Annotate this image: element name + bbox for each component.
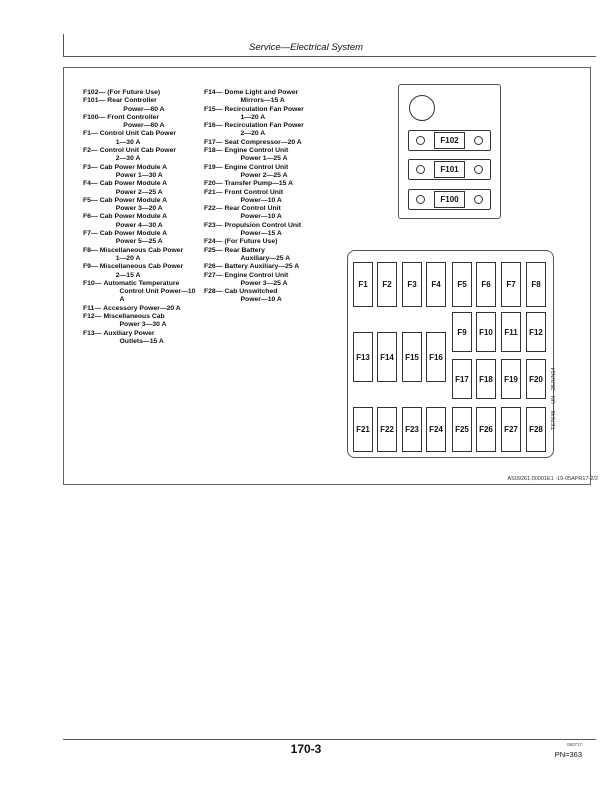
fuse-code: F100— bbox=[83, 113, 106, 121]
legend-entry bbox=[204, 89, 326, 106]
fuse-label: F14 bbox=[380, 352, 394, 362]
description-line: Power 4—30 A bbox=[115, 221, 163, 229]
legend-entry bbox=[204, 272, 326, 289]
fuse-code: F15— bbox=[204, 105, 223, 113]
fuse-code: F6— bbox=[83, 213, 98, 221]
fuse-f24 bbox=[426, 407, 446, 452]
fuse-label: F3 bbox=[407, 280, 417, 289]
legend-entry bbox=[204, 147, 326, 164]
fuse-f11 bbox=[501, 312, 521, 352]
fuse-description bbox=[98, 263, 183, 280]
fuse-code: F4— bbox=[83, 180, 98, 188]
fuse-label: F2 bbox=[382, 280, 392, 289]
maxi-fuse-label: F102 bbox=[434, 132, 465, 149]
legend-entry bbox=[204, 263, 326, 271]
terminal-icon bbox=[474, 136, 483, 145]
fuse-description bbox=[98, 197, 167, 214]
terminal-icon bbox=[474, 165, 483, 174]
legend-entry bbox=[204, 205, 326, 222]
fuse-label: F27 bbox=[504, 425, 518, 434]
fuse-description bbox=[98, 130, 176, 147]
fuse-f2 bbox=[377, 262, 397, 307]
fuse-code: F18— bbox=[204, 147, 223, 155]
fuse-label: F7 bbox=[506, 280, 516, 289]
fuse-code: F9— bbox=[83, 263, 98, 271]
description-line: 2—15 A bbox=[115, 271, 141, 279]
legend-entry bbox=[83, 89, 201, 97]
fuse-description bbox=[105, 97, 164, 114]
description-line: 2—30 A bbox=[115, 155, 141, 163]
legend-entry bbox=[204, 122, 326, 139]
maxi-fuse-f102 bbox=[408, 130, 491, 151]
description-line: Power—60 A bbox=[123, 122, 165, 130]
fuse-description bbox=[98, 180, 167, 197]
legend-entry bbox=[83, 230, 201, 247]
fuse-label: F23 bbox=[405, 425, 419, 434]
fuse-label: F19 bbox=[504, 374, 518, 384]
fuse-description bbox=[223, 89, 299, 106]
description-line: 2—20 A bbox=[240, 130, 266, 138]
fuse-label: F8 bbox=[531, 280, 541, 289]
description-line: (For Future Use) bbox=[224, 238, 278, 246]
fuse-label: F24 bbox=[429, 425, 443, 434]
terminal-icon bbox=[416, 136, 425, 145]
fuse-description bbox=[223, 147, 289, 164]
fuse-label: F28 bbox=[529, 425, 543, 434]
fuse-description bbox=[102, 280, 196, 305]
fuse-code: F26— bbox=[204, 263, 223, 271]
fuse-code: F102— bbox=[83, 89, 106, 96]
description-line: Rear Controller bbox=[107, 97, 157, 105]
description-line: Engine Control Unit bbox=[224, 271, 289, 279]
fuse-code: F16— bbox=[204, 122, 223, 130]
description-line: Cab Power Module A bbox=[99, 213, 168, 221]
fuse-code: F22— bbox=[204, 205, 223, 213]
fuse-description bbox=[223, 122, 304, 139]
fuse-description bbox=[98, 164, 167, 181]
fuse-description bbox=[105, 89, 160, 97]
fuse-code: F12— bbox=[83, 313, 102, 321]
description-line: Power—10 A bbox=[240, 296, 282, 304]
maxi-fuse-label: F100 bbox=[434, 191, 465, 208]
description-line: Propulsion Control Unit bbox=[224, 221, 302, 229]
fuse-f20 bbox=[526, 359, 546, 399]
fuse-description bbox=[98, 247, 183, 264]
page-number: 170-3 bbox=[290, 742, 322, 756]
fuse-code: F11— bbox=[83, 304, 102, 312]
description-line: 1—20 A bbox=[115, 254, 141, 262]
fuse-label: F5 bbox=[457, 280, 467, 289]
footer-rule bbox=[63, 739, 596, 740]
fuse-f15 bbox=[402, 332, 422, 382]
description-line: Cab Power Module A bbox=[99, 196, 168, 204]
fuse-description bbox=[101, 305, 181, 313]
description-line: Seat Compressor—20 A bbox=[224, 138, 302, 146]
fuse-f27 bbox=[501, 407, 521, 452]
fuse-description bbox=[223, 263, 300, 271]
description-line: Power—10 A bbox=[240, 196, 282, 204]
fuse-label: F26 bbox=[479, 425, 493, 434]
description-line: Miscellaneous Cab Power bbox=[99, 263, 184, 271]
legend-entry bbox=[83, 305, 201, 313]
fuse-f22 bbox=[377, 407, 397, 452]
description-line: Power 1—30 A bbox=[115, 171, 163, 179]
fuse-label: F20 bbox=[529, 374, 543, 384]
description-line: Power 3—25 A bbox=[240, 279, 288, 287]
part-number: PN=363 bbox=[554, 750, 582, 759]
description-line: Power—10 A bbox=[240, 213, 282, 221]
description-line: 1—30 A bbox=[115, 138, 141, 146]
description-line: (For Future Use) bbox=[107, 89, 161, 96]
description-line: Power 2—25 A bbox=[240, 171, 288, 179]
fuse-code: F20— bbox=[204, 180, 223, 188]
description-line: Engine Control Unit bbox=[224, 163, 289, 171]
section-title: Service—Electrical System bbox=[248, 42, 364, 53]
fuse-label: F6 bbox=[481, 280, 491, 289]
fuse-code: F14— bbox=[204, 89, 223, 96]
legend-entry bbox=[83, 247, 201, 264]
fuse-label: F18 bbox=[479, 374, 493, 384]
fuse-f26 bbox=[476, 407, 496, 452]
description-line: Cab Power Module A bbox=[99, 180, 168, 188]
fuse-code: F10— bbox=[83, 279, 102, 287]
legend-entry bbox=[83, 180, 201, 197]
fuse-description bbox=[223, 205, 282, 222]
fuse-f3 bbox=[402, 262, 422, 307]
description-line: Rear Battery bbox=[224, 246, 265, 254]
fuse-f5 bbox=[452, 262, 472, 307]
relay-circle bbox=[409, 95, 435, 121]
fuse-f19 bbox=[501, 359, 521, 399]
legend-entry bbox=[204, 222, 326, 239]
fuse-description bbox=[223, 247, 291, 264]
fuse-label: F13 bbox=[356, 352, 370, 362]
fuse-description bbox=[98, 147, 176, 164]
description-line: Recirculation Fan Power bbox=[224, 122, 304, 130]
legend-entry bbox=[83, 114, 201, 131]
description-line: Power—15 A bbox=[240, 230, 282, 238]
fuse-f7 bbox=[501, 262, 521, 307]
legend-entry bbox=[204, 288, 326, 305]
fuse-f6 bbox=[476, 262, 496, 307]
fuse-f23 bbox=[402, 407, 422, 452]
fuse-label: F11 bbox=[504, 327, 518, 337]
legend-column-1 bbox=[83, 89, 201, 346]
fuse-description bbox=[223, 238, 278, 246]
fuse-f13 bbox=[353, 332, 373, 382]
legend-entry bbox=[204, 106, 326, 123]
legend-entry bbox=[83, 280, 201, 305]
legend-column-2 bbox=[204, 89, 326, 305]
terminal-icon bbox=[416, 195, 425, 204]
description-line: Rear Control Unit bbox=[224, 205, 281, 213]
description-line: 1—20 A bbox=[240, 113, 266, 121]
legend-entry bbox=[204, 180, 326, 188]
description-line: Automatic Temperature bbox=[103, 279, 180, 287]
fuse-f1 bbox=[353, 262, 373, 307]
maxi-fuse-label: F101 bbox=[434, 161, 465, 178]
description-line: Front Control Unit bbox=[224, 188, 284, 196]
description-line: Engine Control Unit bbox=[224, 147, 289, 155]
fuse-label: F15 bbox=[405, 352, 419, 362]
description-line: Front Controller bbox=[107, 113, 160, 121]
fuse-f8 bbox=[526, 262, 546, 307]
legend-entry bbox=[204, 139, 326, 147]
fuse-label: F22 bbox=[380, 425, 394, 434]
fuse-label: F16 bbox=[429, 352, 443, 362]
fuse-code: F23— bbox=[204, 221, 223, 229]
description-line: Miscellaneous Cab Power bbox=[99, 246, 184, 254]
fuse-label: F25 bbox=[455, 425, 469, 434]
fuse-code: F1— bbox=[83, 130, 98, 138]
legend-entry bbox=[204, 189, 326, 206]
fuse-description bbox=[223, 189, 284, 206]
legend-entry bbox=[83, 330, 201, 347]
fuse-label: F1 bbox=[358, 280, 368, 289]
figure-code: TS7648 —UN—25JUN14 bbox=[551, 367, 557, 430]
header-rule bbox=[63, 56, 596, 57]
fuse-code: F27— bbox=[204, 271, 223, 279]
description-line: Battery Auxiliary—25 A bbox=[224, 263, 300, 271]
fuse-description bbox=[223, 180, 294, 188]
fuse-description bbox=[223, 222, 302, 239]
fuse-f21 bbox=[353, 407, 373, 452]
description-line: Cab Power Module A bbox=[99, 230, 168, 238]
fuse-f18 bbox=[476, 359, 496, 399]
fuse-code: F8— bbox=[83, 246, 98, 254]
fuse-code: F7— bbox=[83, 230, 98, 238]
fuse-label: F4 bbox=[431, 280, 441, 289]
fuse-label: F9 bbox=[457, 327, 467, 337]
fuse-f14 bbox=[377, 332, 397, 382]
legend-entry bbox=[83, 130, 201, 147]
fuse-code: F3— bbox=[83, 163, 98, 171]
legend-entry bbox=[83, 263, 201, 280]
terminal-icon bbox=[416, 165, 425, 174]
description-line: Control Unit Cab Power bbox=[99, 147, 177, 155]
legend-entry bbox=[204, 238, 326, 246]
legend-entry bbox=[83, 313, 201, 330]
description-line: Control Unit Cab Power bbox=[99, 130, 177, 138]
fuse-code: F25— bbox=[204, 246, 223, 254]
fuse-code: F17— bbox=[204, 138, 223, 146]
description-line: Cab Power Module A bbox=[99, 163, 168, 171]
fuse-label: F21 bbox=[356, 425, 370, 434]
fuse-description bbox=[223, 272, 289, 289]
fuse-description bbox=[102, 313, 167, 330]
description-line: Power 2—25 A bbox=[115, 188, 163, 196]
legend-entry bbox=[83, 147, 201, 164]
legend-entry bbox=[204, 164, 326, 181]
legend-entry bbox=[83, 197, 201, 214]
description-line: Cab Unswitched bbox=[224, 288, 278, 296]
description-line: Mirrors—15 A bbox=[240, 97, 285, 105]
fuse-label: F17 bbox=[455, 374, 469, 384]
description-line: Accessory Power—20 A bbox=[103, 304, 181, 312]
legend-entry bbox=[83, 164, 201, 181]
description-line: Power 5—25 A bbox=[115, 238, 163, 246]
description-line: Transfer Pump—15 A bbox=[224, 180, 294, 188]
fuse-label: F12 bbox=[529, 327, 543, 337]
description-line: Auxiliary Power bbox=[103, 329, 155, 337]
description-line: Dome Light and Power bbox=[224, 89, 299, 96]
description-line: Outlets—15 A bbox=[119, 337, 164, 345]
frame-code: AS09261,00001E1 -19-05APR17-2/2 bbox=[507, 476, 598, 482]
fuse-description bbox=[223, 106, 304, 123]
footer-code: 080717 bbox=[566, 742, 582, 747]
fuse-f17 bbox=[452, 359, 472, 399]
description-line: Control Unit Power—10 bbox=[119, 288, 196, 296]
fuse-label: F10 bbox=[479, 327, 493, 337]
fuse-description bbox=[223, 139, 302, 147]
fuse-code: F24— bbox=[204, 238, 223, 246]
fuse-description bbox=[98, 213, 167, 230]
description-line: Recirculation Fan Power bbox=[224, 105, 304, 113]
fuse-code: F19— bbox=[204, 163, 223, 171]
description-line: A bbox=[119, 296, 125, 304]
maxi-fuse-f101 bbox=[408, 159, 491, 180]
fuse-description bbox=[102, 330, 164, 347]
fuse-code: F28— bbox=[204, 288, 223, 296]
description-line: Power—60 A bbox=[123, 105, 165, 113]
fuse-code: F5— bbox=[83, 196, 98, 204]
fuse-f12 bbox=[526, 312, 546, 352]
fuse-f25 bbox=[452, 407, 472, 452]
description-line: Power 3—20 A bbox=[115, 205, 163, 213]
description-line: Power 1—25 A bbox=[240, 155, 288, 163]
description-line: Miscellaneous Cab bbox=[103, 313, 165, 321]
fuse-code: F2— bbox=[83, 147, 98, 155]
fuse-code: F21— bbox=[204, 188, 223, 196]
fuse-description bbox=[223, 164, 289, 181]
fuse-f16 bbox=[426, 332, 446, 382]
legend-entry bbox=[83, 213, 201, 230]
maxi-fuse-f100 bbox=[408, 189, 491, 210]
legend-entry bbox=[204, 247, 326, 264]
fuse-f9 bbox=[452, 312, 472, 352]
fuse-description bbox=[105, 114, 164, 131]
fuse-code: F101— bbox=[83, 97, 106, 105]
fuse-code: F13— bbox=[83, 329, 102, 337]
description-line: Auxiliary—25 A bbox=[240, 254, 291, 262]
description-line: Power 3—30 A bbox=[119, 321, 167, 329]
fuse-description bbox=[98, 230, 167, 247]
fuse-f28 bbox=[526, 407, 546, 452]
legend-entry bbox=[83, 97, 201, 114]
fuse-f10 bbox=[476, 312, 496, 352]
fuse-description bbox=[223, 288, 282, 305]
terminal-icon bbox=[474, 195, 483, 204]
fuse-f4 bbox=[426, 262, 446, 307]
